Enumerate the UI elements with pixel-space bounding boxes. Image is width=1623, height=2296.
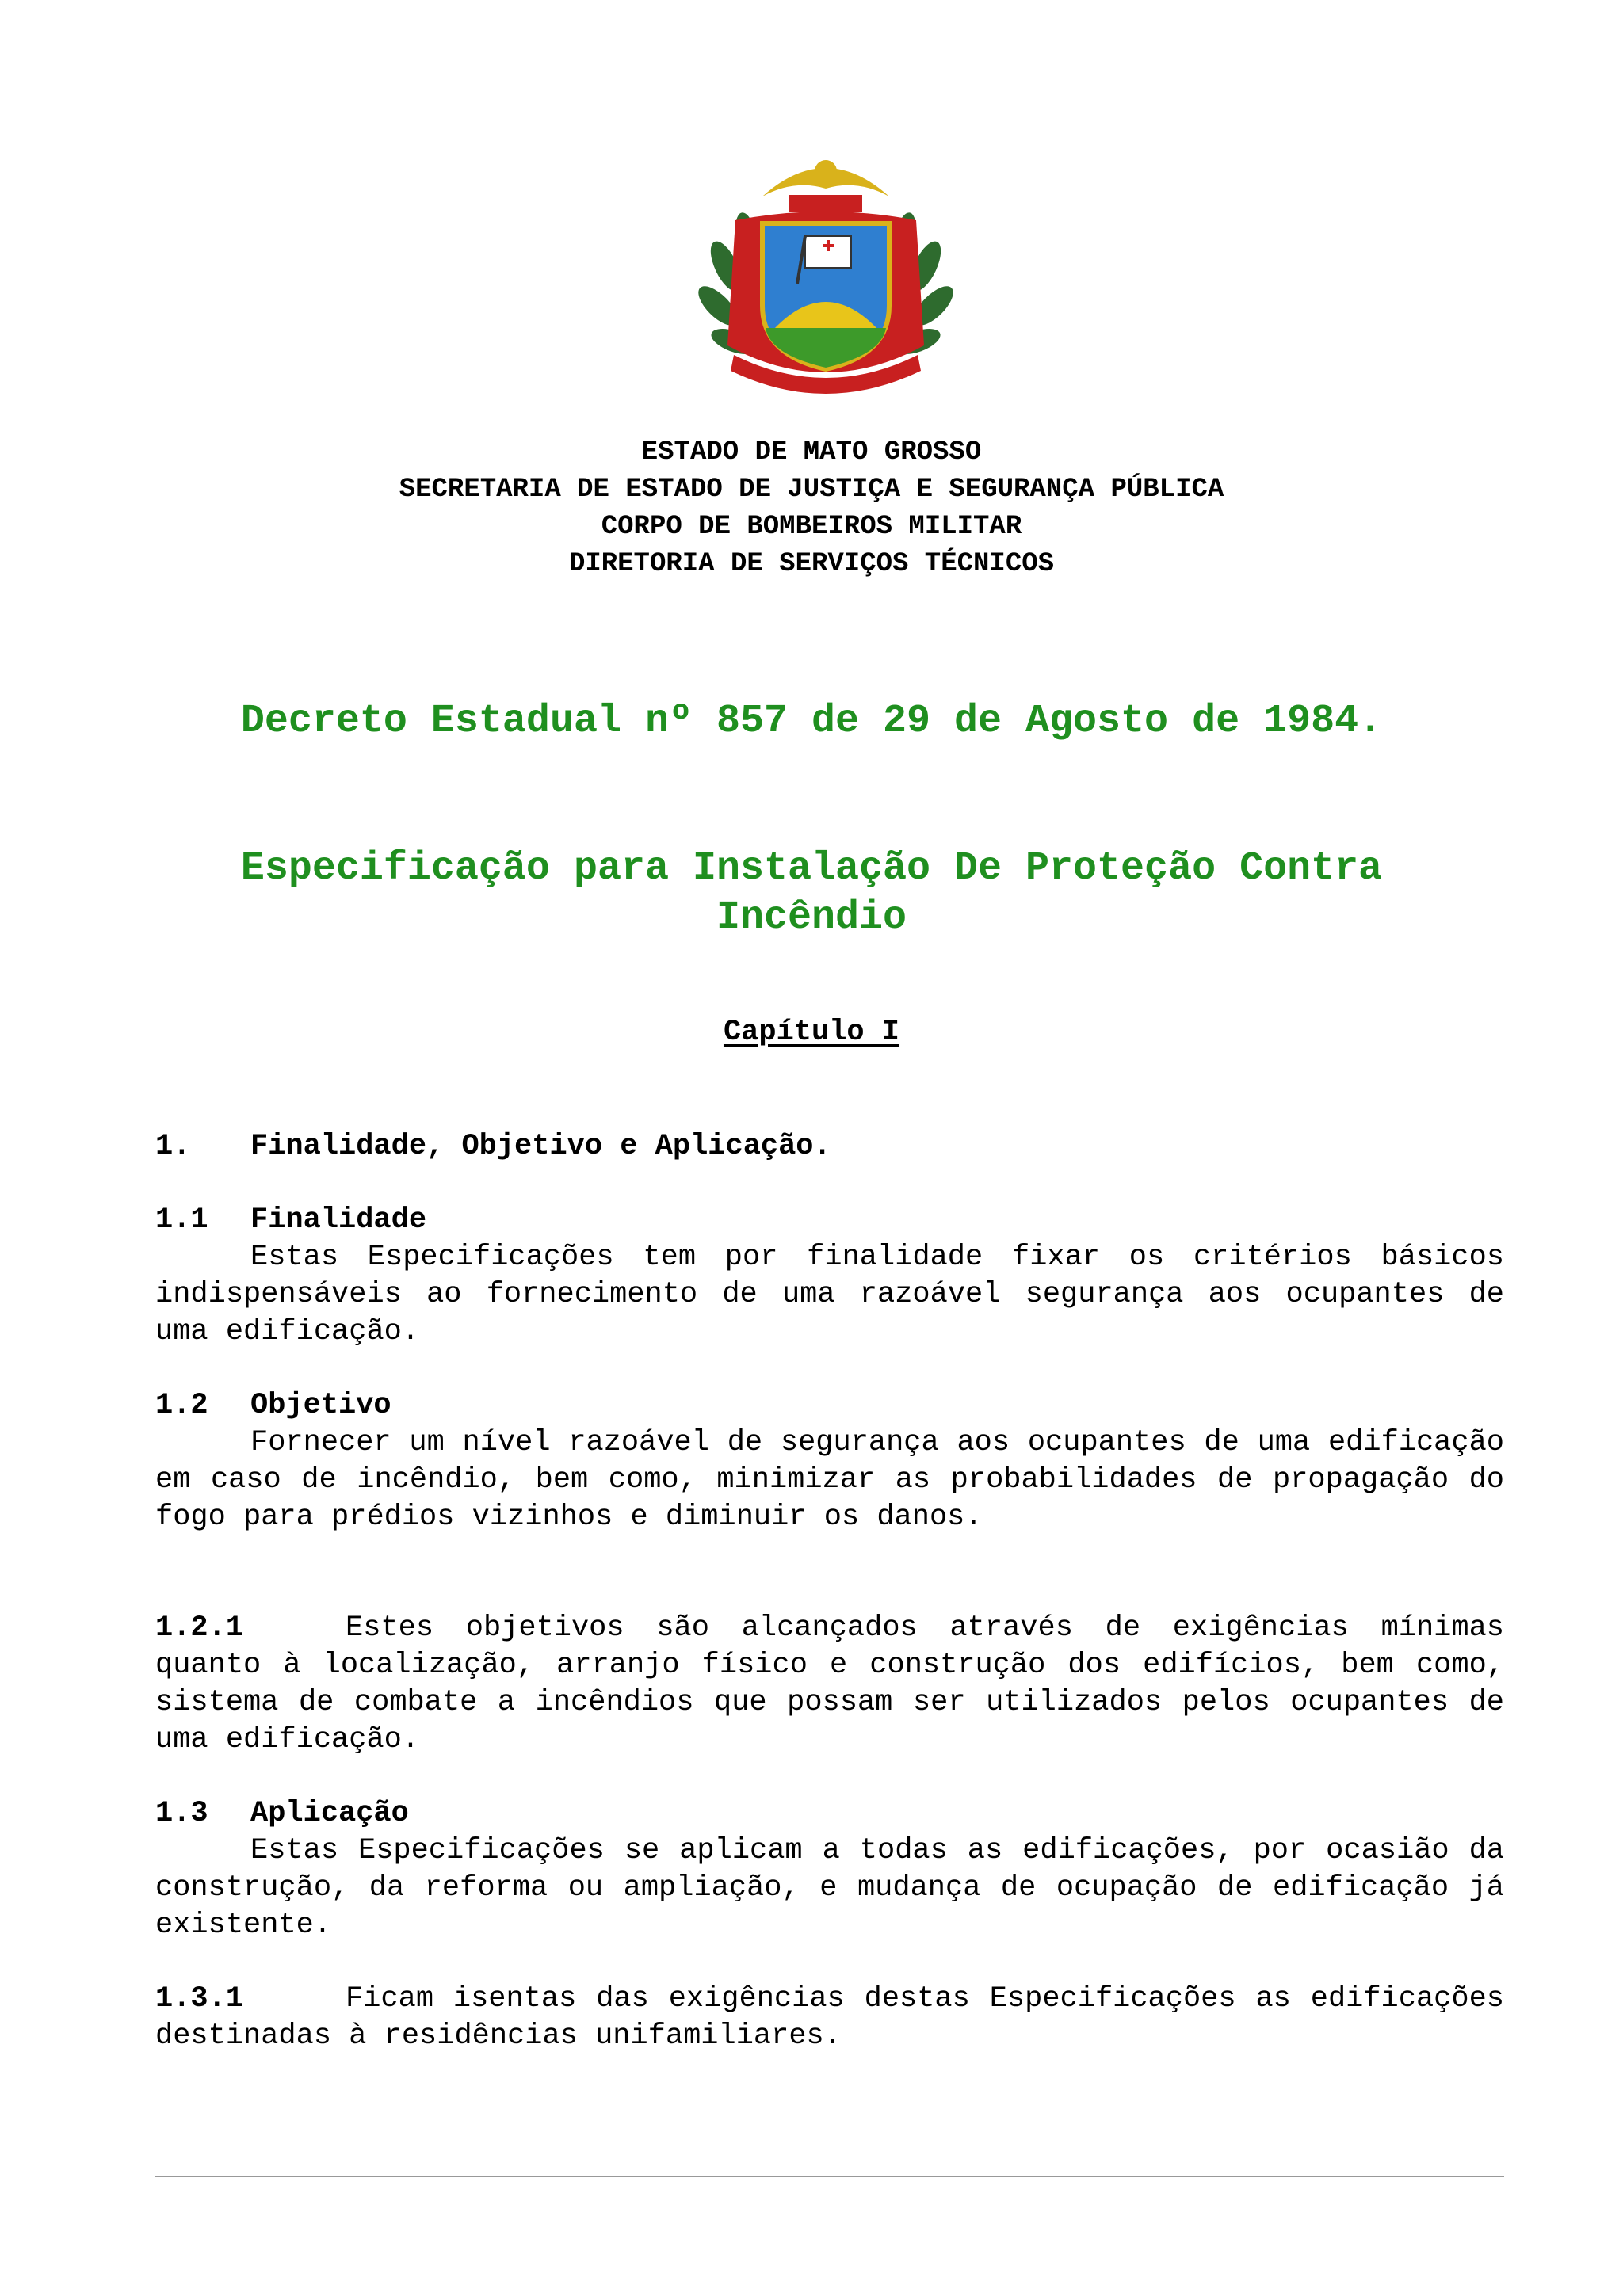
section-1-3-heading <box>155 1795 1504 1833</box>
section-number: 1.3 <box>155 1797 208 1830</box>
section-title: Objetivo <box>250 1389 391 1422</box>
section-number: 1.3.1 <box>155 1982 244 2016</box>
section-1-3-text: Estas Especificações se aplicam a todas as edificações, por ocasião da construção, da reforma ou ampliação, e mudança de ocupação de edificação já existente. <box>155 1834 1504 1942</box>
section-number: 1.1 <box>155 1203 208 1237</box>
section-1-2-text: Fornecer um nível razoável de segurança aos ocupantes de uma edificação em caso de incêndio, bem como, minimizar as probabilidades de propagação do fogo para prédios vizinhos e diminuir os danos. <box>155 1426 1504 1534</box>
coat-of-arms-icon <box>686 147 965 401</box>
section-1-2-heading <box>155 1387 1504 1425</box>
section-1-3-1-text <box>155 1981 1504 2055</box>
section-title: Aplicação <box>250 1797 409 1830</box>
footer-divider <box>155 2176 1504 2177</box>
section-body: Ficam isentas das exigências destas Especificações as edificações destinadas à residências unifamiliares. <box>155 1982 1504 2053</box>
section-title: Finalidade, Objetivo e Aplicação. <box>250 1130 831 1163</box>
spec-title-line1: Especificação para Instalação De Proteção Contra <box>240 846 1383 891</box>
header-fire-department: CORPO DE BOMBEIROS MILITAR <box>601 512 1022 542</box>
section-1-heading <box>155 1128 1504 1165</box>
header-state: ESTADO DE MATO GROSSO <box>641 437 982 467</box>
chapter-heading: Capítulo I <box>723 1016 900 1049</box>
section-1-1-text: Estas Especificações tem por finalidade fixar os critérios básicos indispensáveis ao fornecimento de uma razoável segurança aos ocupantes de uma edificação. <box>155 1241 1504 1348</box>
decree-title: Decreto Estadual nº 857 de 29 de Agosto de 1984. <box>240 699 1383 744</box>
header-secretariat: SECRETARIA DE ESTADO DE JUSTIÇA E SEGURANÇA PÚBLICA <box>399 475 1224 505</box>
header-directorate: DIRETORIA DE SERVIÇOS TÉCNICOS <box>568 549 1055 579</box>
section-1-2-1-text <box>155 1610 1504 1759</box>
spec-title-line2: Incêndio <box>716 895 907 940</box>
section-1-1-heading <box>155 1202 1504 1239</box>
section-number: 1.2 <box>155 1389 208 1422</box>
section-title: Finalidade <box>250 1203 427 1237</box>
section-number: 1. <box>155 1130 191 1163</box>
section-number: 1.2.1 <box>155 1611 244 1645</box>
section-body: Estes objetivos são alcançados através de exigências mínimas quanto à localização, arranjo físico e construção dos edifícios, bem como, sistema de combate a incêndios que possam ser utilizados pelos ocupantes de uma edificação. <box>155 1611 1504 1756</box>
